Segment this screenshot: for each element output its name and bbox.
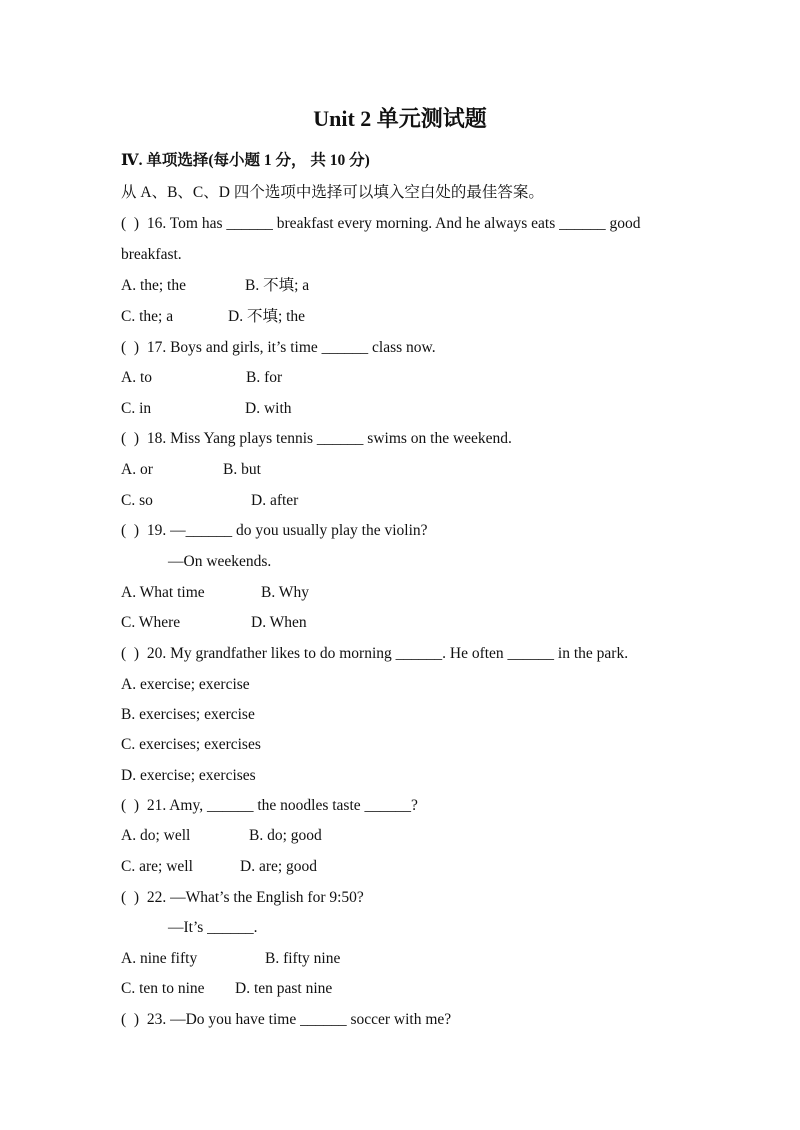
section-heading: Ⅳ. 单项选择(每小题 1 分， 共 10 分)	[121, 152, 370, 169]
question-21-option-c: C. are; well	[121, 858, 193, 875]
question-16-stem: ( ) 16. Tom has ______ breakfast every morning. And he always eats ______ good	[121, 215, 641, 232]
question-16-option-c: C. the; a	[121, 308, 174, 325]
question-21-option-b: B. do; good	[249, 827, 322, 844]
question-17-option-d: D. with	[245, 400, 292, 417]
question-20-stem: ( ) 20. My grandfather likes to do morning ______. He often ______ in the park.	[121, 645, 629, 662]
question-19-answer-line: —On weekends.	[168, 553, 272, 570]
question-17-option-a: A. to	[121, 369, 152, 386]
question-19-option-b: B. Why	[261, 584, 309, 601]
question-19-stem: ( ) 19. —______ do you usually play the violin?	[121, 522, 428, 539]
question-16-stem-continued: breakfast.	[121, 246, 182, 263]
question-18-option-c: C. so	[121, 492, 153, 509]
question-22-option-b: B. fifty nine	[265, 950, 341, 967]
question-17-option-b: B. for	[246, 369, 283, 386]
question-16-option-d: D. 不填; the	[228, 308, 306, 325]
question-20-option-b: B. exercises; exercise	[121, 706, 255, 723]
question-22-option-c: C. ten to nine	[121, 980, 205, 997]
question-19-option-a: A. What time	[121, 584, 205, 601]
question-19-option-d: D. When	[251, 614, 307, 631]
question-19-option-c: C. Where	[121, 614, 181, 631]
question-20-option-a: A. exercise; exercise	[121, 676, 250, 693]
question-21-stem: ( ) 21. Amy, ______ the noodles taste ______?	[121, 797, 418, 814]
instruction-text: 从 A、B、C、D 四个选项中选择可以填入空白处的最佳答案。	[121, 184, 544, 201]
question-17-stem: ( ) 17. Boys and girls, it’s time ______ class now.	[121, 339, 436, 356]
question-18-stem: ( ) 18. Miss Yang plays tennis ______ swims on the weekend.	[121, 430, 512, 447]
question-21-option-a: A. do; well	[121, 827, 191, 844]
question-18-option-a: A. or	[121, 461, 153, 478]
question-21-option-d: D. are; good	[240, 858, 318, 875]
page-title: Unit 2 单元测试题	[313, 106, 487, 131]
question-22-option-a: A. nine fifty	[121, 950, 198, 967]
question-18-option-d: D. after	[251, 492, 299, 509]
question-22-answer-line: —It’s ______.	[168, 919, 258, 936]
question-20-option-d: D. exercise; exercises	[121, 767, 256, 784]
question-18-option-b: B. but	[223, 461, 261, 478]
question-22-option-d: D. ten past nine	[235, 980, 333, 997]
question-17-option-c: C. in	[121, 400, 152, 417]
question-16-option-a: A. the; the	[121, 277, 186, 294]
question-22-stem: ( ) 22. —What’s the English for 9:50?	[121, 889, 364, 906]
question-16-option-b: B. 不填; a	[245, 277, 310, 294]
question-23-stem: ( ) 23. —Do you have time ______ soccer with me?	[121, 1011, 452, 1028]
question-20-option-c: C. exercises; exercises	[121, 736, 261, 753]
